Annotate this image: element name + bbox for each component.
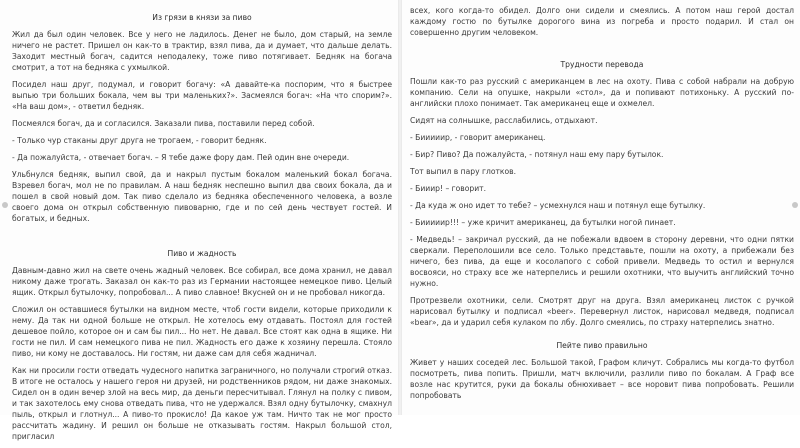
- paragraph: Посидел наш друг, подумал, и говорит богачу: «А давайте-ка поспорим, что я быстрее выпью три больших бокала, чем вы три маленьких?». Засмеялся богач: «На что спорим?». «На ваш дом», - ответил бедняк.: [12, 80, 392, 111]
- right-column: [410, 5, 794, 407]
- section-title-lost-in-translation: Трудности перевода: [560, 60, 644, 69]
- paragraph: - Бииииир!!! – уже кричит американец, да бутылки ногой пинает.: [410, 218, 676, 227]
- paragraph: Сидят на солнышке, расслабились, отдыхают.: [410, 116, 598, 125]
- section-title-from-rags-to-riches: Из грязи в князи за пиво: [152, 13, 252, 22]
- right-page: [402, 0, 800, 415]
- paragraph: Давным-давно жил на свете очень жадный человек. Все собирал, все дома хранил, не давал никому даже трогать. Заказал он как-то раз из Германии настоящее немецкое пиво. Целый ящик. Открыл бутылочку, попробовал... А пиво славное! Вкусней он и не пробовал никогда.: [12, 266, 392, 297]
- paragraph: Посмеялся богач, да и согласился. Заказали пива, поставили перед собой.: [12, 119, 315, 128]
- paragraph-continuation: всех, кого когда-то обидел. Долго они сидели и смеялись. А потом наш герой достал каждому гостю по бутылке дорогого вина из погреба и просто подарил. И стал он совершенно другим человеком.: [410, 6, 794, 37]
- page-edge-marker: [2, 202, 8, 208]
- paragraph: - Медведь! – закричал русский, да не побежали вдвоем в сторону деревни, что одни пятки сверкали. Переполошили все село. Только представьте, пошли на охоту, а прибежали без ничего, без пива, да еще и косолапого с собой привели. Медведь то остил и вернулся восвояси, но страху все же натерпелись и решили охотники, что выучить английский точно нужно.: [410, 235, 794, 288]
- paragraph: Сложил он оставшиеся бутылки на видном месте, чтоб гости видели, которые приходили к нему. Да так ни одной больше не открыл. Не хотелось ему отдавать. Постоял для гостей дешевое пойло, которое он и сам бы пил... Но нет. Не давал. Все стоят как одна в ящике. Ни гости не пил. И сам немецкого пива не пил. Жадность его даже к хозяину перешла. Стояло пиво, ни кому не доставалось. Ни гостям, ни даже сам для себя жадничал.: [12, 305, 392, 358]
- paragraph: - Только чур стаканы друг друга не трогаем, - говорит бедняк.: [12, 136, 267, 145]
- paragraph: Пошли как-то раз русский с американцем в лес на охоту. Пива с собой набрали на добрую компанию. Сели на опушке, накрыли «стол», да и попивают потихоньку. А русский по-английски плохо понимает. Так американец еще и охмелел.: [410, 77, 794, 108]
- paragraph: - Бир? Пиво? Да пожалуйста, - потянул наш ему пару бутылок.: [410, 150, 664, 159]
- left-column: [12, 12, 392, 448]
- section-title-beer-and-greed: Пиво и жадность: [167, 249, 237, 258]
- left-page: [0, 0, 398, 441]
- paragraph: Протрезвели охотники, сели. Смотрят друг на друга. Взял американец листок с ручкой нарисовал бутылку и подписал «beer». Перевернул листок, нарисовал медведя, подписал «bear», да и ударил себя кулаком по лбу. Долго смеялись, по страху натерпелись знатно.: [410, 296, 794, 327]
- paragraph: - Бииииир, - говорит американец.: [410, 133, 546, 142]
- page-edge-marker: [792, 202, 798, 208]
- paragraph: Как ни просили гости отведать чудесного напитка заграничного, но получали строгий отказ. В итоге не осталось у нашего героя ни друзей, ни родственников рядом, ни даже знакомых. Сидел он в один вечер злой на весь мир, да деньги пересчитывал. Глянул на полку с пивом, и так захотелось ему снова отведать пива, что не удержался. Взял одну бутылочку, смахнул пыль, открыл и глотнул... А пиво-то прокисло! Да какое уж там. Ничто так не мог просто рассчитать жадину. И решил он больше не отказывать гостям. Накрыл большой стол, пригласил: [12, 366, 392, 441]
- section-title-drink-beer-right: Пейте пиво правильно: [556, 341, 648, 350]
- paragraph: Жил да был один человек. Все у него не ладилось. Денег не было, дом старый, на земле ничего не растет. Пришел он как-то в трактир, взял пива, да и думает, что дальше делать. Заходит местный богач, садится неподалеку, тоже пиво потягивает. Бедняк на богача смотрит, а тот на бедняка с ухмылкой.: [12, 30, 392, 72]
- paragraph: - Бииир! – говорит.: [410, 184, 487, 193]
- paragraph: Ульбнулся бедняк, выпил свой, да и накрыл пустым бокалом маленький бокал богача. Взревел богач, мол не по правилам. А наш бедняк неспешно выпил два своих бокала, да и пошел в свой новый дом. Так пиво сделало из бедняка обеспеченного человека, а возле своего дома он открыл собственную пивоварню, где и по сей день чествует гостей. И богатых, и бедных.: [12, 170, 392, 223]
- paragraph: - Да куда ж оно идет то тебе? – усмехнулся наш и потянул еще бутылку.: [410, 201, 706, 210]
- paragraph: - Да пожалуйста, - отвечает богач. – Я тебе даже фору дам. Пей один вне очереди.: [12, 153, 350, 162]
- paragraph: Тот выпил в пару глотков.: [410, 167, 517, 176]
- paragraph: Живет у наших соседей лес. Большой такой, Графом кличут. Собрались мы когда-то футбол посмотреть, пива попить. Пришли, матч включили, разлили пиво по бокалам. А Граф все возле нас крутится, руки да бокалы обнюхивает – все норовит пива попробовать. Решили попробовать: [410, 358, 794, 400]
